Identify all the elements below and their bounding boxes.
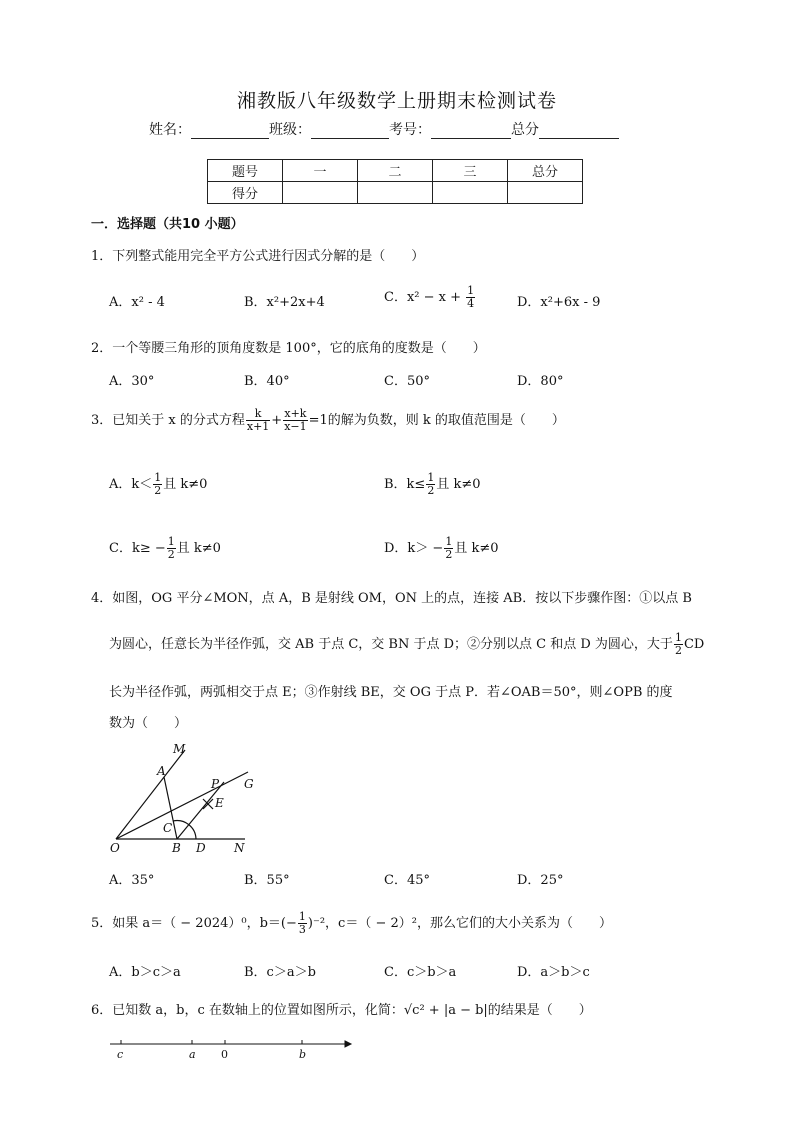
question-4-line-1: 4．如图，OG 平分∠MON，点 A，B 是射线 OM，ON 上的点，连接 AB．按以下步骤作图：①以点 B [91, 591, 692, 606]
score-table-score-row [208, 182, 583, 204]
table-cell [283, 182, 358, 204]
q3-option-d [384, 536, 499, 561]
table-cell: 二 [358, 160, 433, 182]
fraction-numerator: 1 [154, 471, 162, 484]
q6-number-line [105, 1036, 355, 1062]
q2-option-b: B．40° [244, 374, 290, 389]
fraction [466, 285, 475, 310]
fraction [153, 472, 162, 497]
question-3-stem [91, 408, 565, 433]
q4-option-b: B．55° [244, 873, 290, 888]
q1-option-c-text: C．x² − x + [384, 290, 462, 305]
q4-option-a: A．35° [109, 873, 155, 888]
q1-option-c [384, 285, 476, 310]
q5-stem-text: 5．如果 a＝（ − 2024）⁰，b＝(− [91, 916, 297, 931]
option-text: B．k≤ [384, 477, 426, 492]
q4-text: CD [683, 637, 705, 652]
fraction-numerator: k [246, 408, 270, 421]
ray-og [116, 772, 248, 839]
name-blank [191, 124, 269, 139]
q5-option-a: A．b＞c＞a [109, 965, 181, 980]
q3-option-a [109, 472, 207, 497]
fraction-numerator: 1 [445, 535, 453, 548]
label-c: c [117, 1048, 124, 1061]
q1-option-d: D．x²+6x - 9 [517, 295, 601, 310]
option-text: C．k≥ − [109, 541, 166, 556]
q5-option-c: C．c＞b＞a [384, 965, 457, 980]
question-4-line-3: 长为半径作弧，两弧相交于点 E；③作射线 BE，交 OG 于点 P．若∠OAB＝50°，则∠OPB 的度 [109, 685, 673, 700]
q4-option-d: D．25° [517, 873, 564, 888]
score-table [207, 159, 583, 204]
label-p: P [211, 777, 220, 791]
table-cell [358, 182, 433, 204]
label-a: a [189, 1048, 196, 1061]
label-a: A [157, 764, 166, 778]
fraction-denominator: 2 [445, 548, 453, 561]
question-4-line-4: 数为（ ） [109, 716, 188, 731]
option-text: A．k＜ [109, 477, 153, 492]
arrow-head-icon [345, 1041, 351, 1047]
fraction-numerator: 1 [298, 910, 306, 923]
table-cell: 三 [433, 160, 508, 182]
q2-option-c: C．50° [384, 374, 430, 389]
q3-option-b [384, 472, 481, 497]
section-heading: 一．选择题（共10 小题） [91, 217, 244, 232]
plus-sign: + [271, 413, 283, 428]
label-b: B [172, 841, 181, 855]
label-d: D [196, 841, 206, 855]
option-text: 且 k≠0 [163, 477, 208, 492]
fraction-numerator: x+k [284, 407, 307, 420]
question-4-line-2 [109, 632, 704, 657]
option-text: 且 k≠0 [454, 541, 499, 556]
fraction-numerator: 1 [674, 631, 682, 644]
total-blank [539, 124, 619, 139]
fraction [246, 408, 270, 433]
question-1-stem: 1．下列整式能用完全平方公式进行因式分解的是（ ） [91, 249, 425, 264]
q5-stem-text: )⁻²，c＝（ − 2）²，那么它们的大小关系为（ ） [307, 916, 612, 931]
question-5-stem [91, 911, 612, 936]
fraction [444, 536, 453, 561]
table-cell: 得分 [208, 182, 283, 204]
fraction-numerator: 1 [427, 471, 435, 484]
student-info-row [149, 119, 619, 139]
fraction [298, 911, 307, 936]
option-text: 且 k≠0 [176, 541, 221, 556]
table-cell [433, 182, 508, 204]
option-text: D．k＞ − [384, 541, 444, 556]
total-label: 总分 [511, 122, 539, 138]
exam-no-label: 考号： [389, 122, 431, 138]
label-e: E [215, 796, 224, 810]
page-title: 湘教版八年级数学上册期末检测试卷 [236, 90, 557, 112]
label-m: M [173, 742, 186, 756]
q3-stem-text: =1的解为负数，则 k 的取值范围是（ ） [308, 413, 565, 428]
fraction-denominator: 2 [674, 644, 682, 657]
q3-option-c [109, 536, 221, 561]
q3-stem-text: 3．已知关于 x 的分式方程 [91, 413, 245, 428]
label-c: C [163, 821, 173, 835]
fraction-numerator: 1 [167, 535, 175, 548]
label-o: O [110, 841, 120, 855]
label-n: N [234, 841, 245, 855]
q4-text: 为圆心，任意长为半径作弧，交 AB 于点 C，交 BN 于点 D；②分别以点 C 和点 D 为圆心，大于 [109, 637, 673, 652]
question-2-stem: 2．一个等腰三角形的顶角度数是 100°，它的底角的度数是（ ） [91, 341, 486, 356]
class-blank [311, 124, 389, 139]
fraction-denominator: 3 [298, 923, 306, 936]
score-table-header-row [208, 160, 583, 182]
fraction [426, 472, 435, 497]
option-text: 且 k≠0 [436, 477, 481, 492]
fraction-denominator: 2 [167, 548, 175, 561]
table-cell: 一 [283, 160, 358, 182]
q2-option-a: A．30° [109, 374, 155, 389]
label-g: G [244, 777, 254, 791]
question-6-stem: 6．已知数 a，b，c 在数轴上的位置如图所示，化简：√c² + |a − b|的结果是（ ） [91, 1003, 592, 1018]
table-cell: 总分 [508, 160, 583, 182]
label-b: b [299, 1048, 307, 1061]
fraction-denominator: x−1 [284, 420, 307, 433]
table-cell [508, 182, 583, 204]
fraction-denominator: 2 [154, 484, 162, 497]
fraction [167, 536, 176, 561]
q2-option-d: D．80° [517, 374, 564, 389]
name-label: 姓名： [149, 122, 191, 138]
q5-option-b: B．c＞a＞b [244, 965, 316, 980]
table-cell: 题号 [208, 160, 283, 182]
q1-option-a: A．x² - 4 [109, 295, 165, 310]
label-zero: 0 [221, 1048, 228, 1061]
exam-no-blank [431, 124, 511, 139]
q5-option-d: D．a＞b＞c [517, 965, 590, 980]
q1-option-b: B．x²+2x+4 [244, 295, 325, 310]
fraction-denominator: 2 [427, 484, 435, 497]
fraction-numerator: 1 [467, 284, 475, 297]
q4-geometry-figure [100, 740, 270, 855]
fraction [283, 408, 307, 433]
q4-option-c: C．45° [384, 873, 430, 888]
fraction [674, 632, 683, 657]
fraction-denominator: 4 [467, 297, 475, 310]
fraction-denominator: x+1 [246, 420, 270, 433]
class-label: 班级： [269, 122, 311, 138]
